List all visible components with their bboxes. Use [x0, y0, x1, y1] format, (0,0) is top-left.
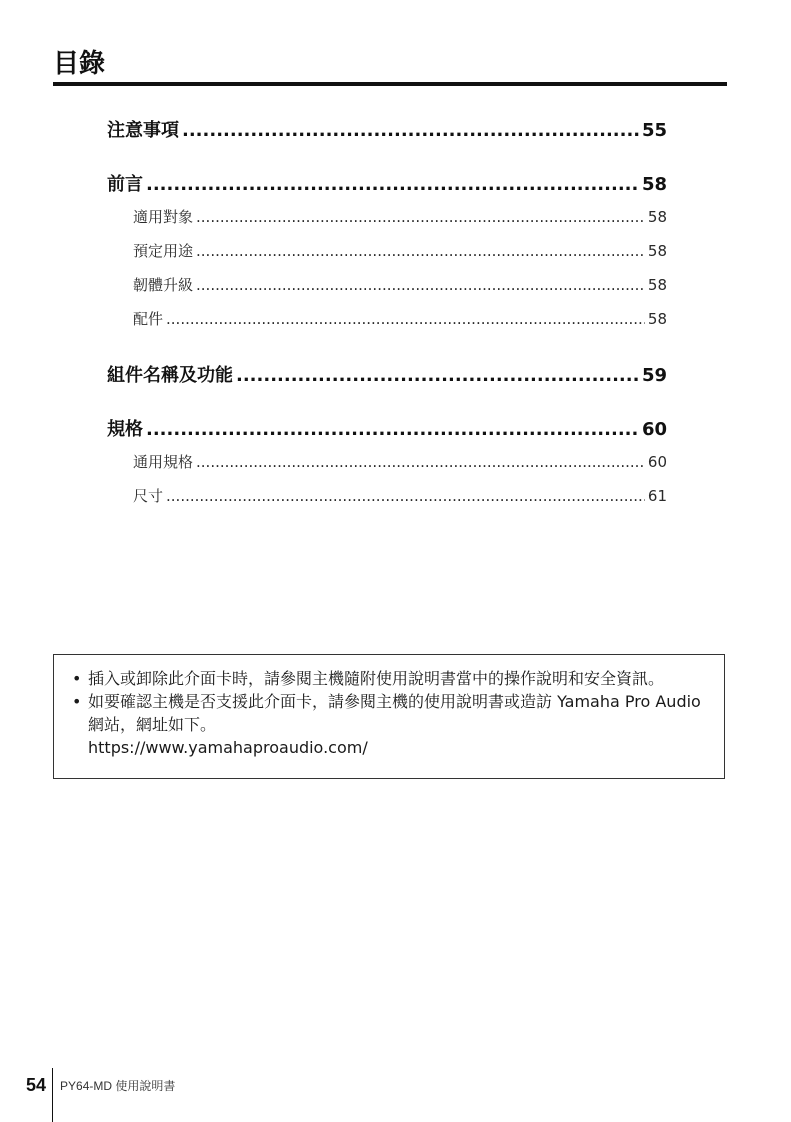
toc-entry-page: 58 — [647, 276, 667, 294]
toc-leader-dots — [146, 171, 639, 199]
toc-entry-page: 58 — [647, 208, 667, 226]
notice-list — [72, 667, 704, 759]
page-footer — [26, 1068, 175, 1122]
toc-entry-introduction[interactable] — [107, 171, 667, 199]
toc-entry-dimensions[interactable] — [107, 479, 667, 513]
toc-entry-label: 組件名稱及功能 — [107, 365, 233, 386]
toc-leader-dots — [166, 479, 645, 513]
toc-leader-dots — [196, 268, 645, 302]
toc-entry-label: 配件 — [133, 310, 164, 328]
toc-entry-label: 尺寸 — [133, 487, 164, 505]
website-link[interactable]: https://www.yamahaproaudio.com/ — [88, 738, 368, 757]
toc-leader-dots — [146, 416, 639, 444]
toc-leader-dots — [196, 200, 645, 234]
toc-entry-firmware-update[interactable] — [107, 268, 667, 302]
notice-box — [53, 654, 725, 779]
toc-entry-label: 韌體升級 — [133, 276, 194, 294]
toc-entry-page: 58 — [647, 310, 667, 328]
page-number: 54 — [26, 1075, 47, 1095]
toc-entry-label: 通用規格 — [133, 453, 194, 471]
toc-leader-dots — [182, 117, 639, 145]
toc-leader-dots — [166, 302, 645, 336]
document-title: PY64-MD 使用說明書 — [60, 1079, 176, 1093]
toc-entry-controls-and-functions[interactable] — [107, 362, 667, 390]
toc-entry-label: 預定用途 — [133, 242, 194, 260]
title-rule — [53, 82, 727, 86]
toc-entry-page: 55 — [641, 120, 667, 141]
toc-leader-dots — [236, 362, 639, 390]
toc-entry-label: 前言 — [107, 174, 143, 195]
toc-entry-page: 58 — [647, 242, 667, 260]
toc-entry-accessories[interactable] — [107, 302, 667, 336]
toc-entry-general-specifications[interactable] — [107, 445, 667, 479]
table-of-contents — [107, 117, 667, 513]
toc-entry-target-users[interactable] — [107, 200, 667, 234]
page-title: 目錄 — [53, 49, 106, 79]
toc-entry-label: 規格 — [107, 419, 143, 440]
notice-text: 插入或卸除此介面卡時，請參閱主機隨附使用說明書當中的操作說明和安全資訊。 — [88, 669, 665, 688]
toc-entry-precautions[interactable] — [107, 117, 667, 145]
toc-entry-page: 59 — [641, 365, 667, 386]
toc-entry-page: 60 — [641, 419, 667, 440]
toc-entry-label: 適用對象 — [133, 208, 194, 226]
toc-leader-dots — [196, 234, 645, 268]
notice-item — [72, 690, 704, 759]
bullet-icon: • — [72, 669, 82, 688]
notice-text: 如要確認主機是否支援此介面卡，請參閱主機的使用說明書或造訪 Yamaha Pro Audio 網站，網址如下。 — [88, 692, 701, 734]
toc-entry-page: 60 — [647, 453, 667, 471]
toc-entry-specifications[interactable] — [107, 416, 667, 444]
toc-entry-page: 58 — [641, 174, 667, 195]
bullet-icon: • — [72, 692, 82, 711]
toc-entry-page: 61 — [647, 487, 667, 505]
toc-entry-label: 注意事項 — [107, 120, 179, 141]
toc-entry-intended-use[interactable] — [107, 234, 667, 268]
notice-item — [72, 667, 704, 690]
toc-leader-dots — [196, 445, 645, 479]
